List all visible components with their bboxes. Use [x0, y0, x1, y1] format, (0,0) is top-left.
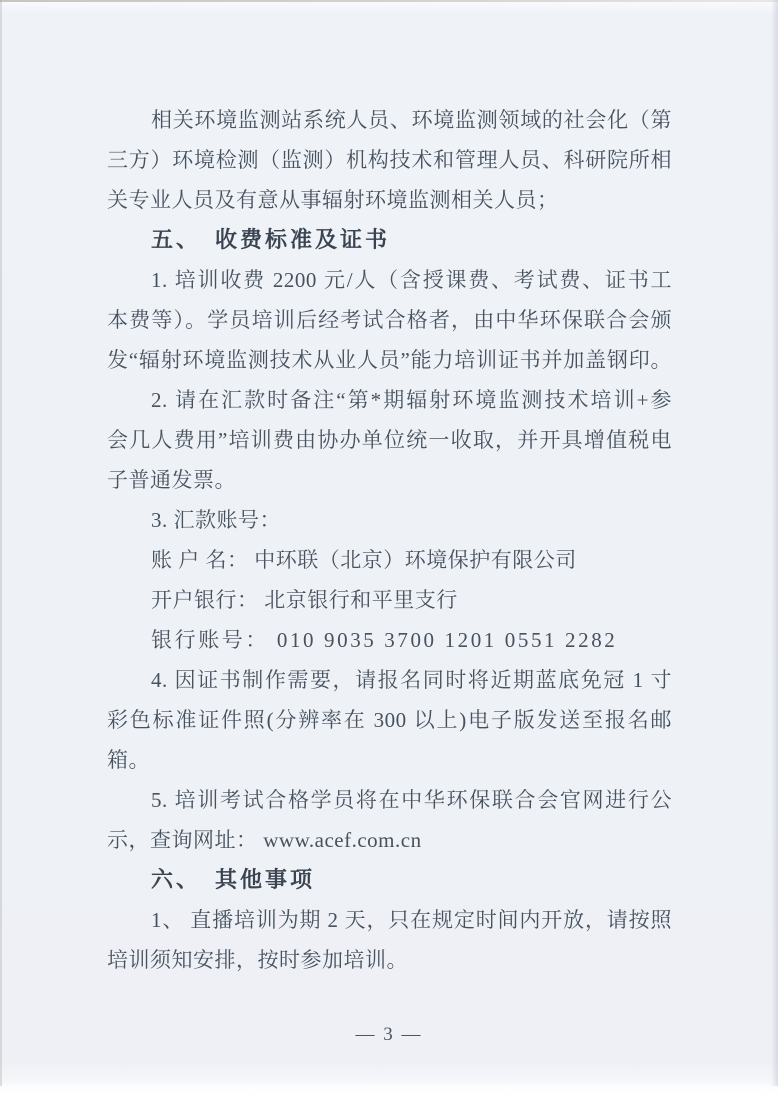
text-line: 2. 请在汇款时备注“第*期辐射环境监测技术培训+参: [151, 388, 672, 412]
text-line: 五、 收费标准及证书: [151, 227, 391, 252]
text-line: 会几人费用”培训费由协办单位统一收取，并开具增值税电: [107, 428, 672, 452]
text-line: 1. 培训收费 2200 元/人（含授课费、考试费、证书工: [151, 268, 672, 292]
scan-top-edge: [0, 0, 778, 2]
document-body: [107, 100, 672, 980]
text-line: 银行账号： 010 9035 3700 1201 0551 2282: [151, 628, 618, 652]
text-line: 六、 其他事项: [151, 867, 316, 892]
text-line: 3. 汇款账号：: [151, 508, 281, 532]
text-line: 子普通发票。: [107, 468, 236, 492]
text-line: 示，查询网址： www.acef.com.cn: [107, 828, 422, 852]
text-line: 相关环境监测站系统人员、环境监测领域的社会化（第: [151, 108, 672, 132]
text-line: 发“辐射环境监测技术从业人员”能力培训证书并加盖钢印。: [107, 348, 672, 372]
text-line: 账 户 名： 中环联（北京）环境保护有限公司: [151, 548, 577, 572]
text-line: 开户银行： 北京银行和平里支行: [151, 588, 458, 612]
text-line: 彩色标准证件照(分辨率在 300 以上)电子版发送至报名邮: [107, 708, 672, 732]
text-line: 1、 直播培训为期 2 天，只在规定时间内开放，请按照: [151, 908, 672, 932]
text-line: 5. 培训考试合格学员将在中华环保联合会官网进行公: [151, 788, 672, 812]
text-line: 三方）环境检测（监测）机构技术和管理人员、科研院所相: [107, 148, 672, 172]
scan-right-edge: [771, 0, 778, 1086]
text-line: 培训须知安排，按时参加培训。: [107, 948, 408, 972]
page-number: — 3 —: [355, 1024, 423, 1045]
text-line: 关专业人员及有意从事辐射环境监测相关人员；: [107, 188, 559, 212]
text-line: 4. 因证书制作需要，请报名同时将近期蓝底免冠 1 寸: [151, 668, 672, 692]
text-line: 本费等）。学员培训后经考试合格者，由中华环保联合会颁: [107, 308, 672, 332]
text-line: 箱。: [107, 748, 150, 772]
scan-left-edge: [0, 0, 2, 1086]
